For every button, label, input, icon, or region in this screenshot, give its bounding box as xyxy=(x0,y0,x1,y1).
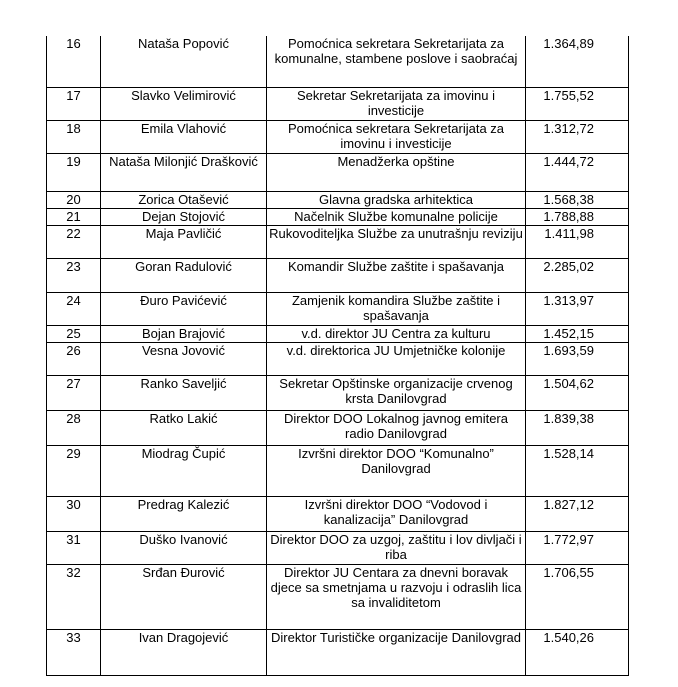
row-number: 21 xyxy=(47,208,101,225)
employee-position: Direktor DOO Lokalnog javnog emitera radio Danilovgrad xyxy=(267,410,526,445)
table-row xyxy=(47,258,629,292)
table-row xyxy=(47,87,629,120)
table-row xyxy=(47,342,629,375)
salary-amount: 1.839,38 xyxy=(526,410,629,445)
employee-name: Predrag Kalezić xyxy=(101,496,267,531)
employee-position: Rukovoditeljka Službe za unutrašnju reviziju xyxy=(267,225,526,258)
table-row xyxy=(47,292,629,325)
employee-name: Vesna Jovović xyxy=(101,342,267,375)
salary-amount: 1.528,14 xyxy=(526,445,629,496)
employee-position: v.d. direktorica JU Umjetničke kolonije xyxy=(267,342,526,375)
table-row xyxy=(47,445,629,496)
employee-name: Nataša Popović xyxy=(101,36,267,87)
employee-position: Zamjenik komandira Službe zaštite i spašavanja xyxy=(267,292,526,325)
salary-amount: 1.444,72 xyxy=(526,153,629,191)
employee-position: Pomoćnica sekretara Sekretarijata za imovinu i investicije xyxy=(267,120,526,153)
salary-amount: 1.313,97 xyxy=(526,292,629,325)
row-number: 23 xyxy=(47,258,101,292)
employee-name: Bojan Brajović xyxy=(101,325,267,342)
employee-name: Dejan Stojović xyxy=(101,208,267,225)
employee-name: Đuro Pavićević xyxy=(101,292,267,325)
salary-amount: 1.693,59 xyxy=(526,342,629,375)
employee-position: Sekretar Sekretarijata za imovinu i investicije xyxy=(267,87,526,120)
table-row xyxy=(47,410,629,445)
employee-name: Miodrag Čupić xyxy=(101,445,267,496)
row-number: 28 xyxy=(47,410,101,445)
row-number: 26 xyxy=(47,342,101,375)
employee-position: Direktor JU Centara za dnevni boravak djece sa smetnjama u razvoju i odraslih lica sa invaliditetom xyxy=(267,564,526,629)
row-number: 25 xyxy=(47,325,101,342)
employee-name: Zorica Otašević xyxy=(101,191,267,208)
salary-amount: 1.504,62 xyxy=(526,375,629,410)
employee-name: Srđan Đurović xyxy=(101,564,267,629)
row-number: 24 xyxy=(47,292,101,325)
table-row xyxy=(47,208,629,225)
employee-name: Ratko Lakić xyxy=(101,410,267,445)
table-row xyxy=(47,375,629,410)
employee-position: Načelnik Službe komunalne policije xyxy=(267,208,526,225)
row-number: 16 xyxy=(47,36,101,87)
salary-amount: 1.706,55 xyxy=(526,564,629,629)
table-body xyxy=(47,36,629,675)
employee-position: Komandir Službe zaštite i spašavanja xyxy=(267,258,526,292)
row-number: 17 xyxy=(47,87,101,120)
salary-amount: 2.285,02 xyxy=(526,258,629,292)
table-row xyxy=(47,120,629,153)
employee-position: Izvršni direktor DOO “Vodovod i kanalizacija” Danilovgrad xyxy=(267,496,526,531)
salary-amount: 1.540,26 xyxy=(526,629,629,675)
row-number: 33 xyxy=(47,629,101,675)
employee-position: Sekretar Opštinske organizacije crvenog krsta Danilovgrad xyxy=(267,375,526,410)
employee-position: v.d. direktor JU Centra za kulturu xyxy=(267,325,526,342)
row-number: 30 xyxy=(47,496,101,531)
employee-position: Glavna gradska arhitektica xyxy=(267,191,526,208)
salary-amount: 1.364,89 xyxy=(526,36,629,87)
salary-amount: 1.827,12 xyxy=(526,496,629,531)
table-row xyxy=(47,629,629,675)
salary-amount: 1.411,98 xyxy=(526,225,629,258)
employee-position: Menadžerka opštine xyxy=(267,153,526,191)
table-row xyxy=(47,153,629,191)
salary-amount: 1.755,52 xyxy=(526,87,629,120)
employee-name: Ranko Saveljić xyxy=(101,375,267,410)
table-row xyxy=(47,564,629,629)
employee-name: Emila Vlahović xyxy=(101,120,267,153)
employee-position: Direktor Turističke organizacije Danilovgrad xyxy=(267,629,526,675)
row-number: 31 xyxy=(47,531,101,564)
table-row xyxy=(47,531,629,564)
row-number: 29 xyxy=(47,445,101,496)
employee-name: Duško Ivanović xyxy=(101,531,267,564)
row-number: 27 xyxy=(47,375,101,410)
employee-name: Slavko Velimirović xyxy=(101,87,267,120)
employee-name: Ivan Dragojević xyxy=(101,629,267,675)
salary-table xyxy=(46,36,629,676)
table-row xyxy=(47,496,629,531)
salary-amount: 1.312,72 xyxy=(526,120,629,153)
salary-amount: 1.452,15 xyxy=(526,325,629,342)
salary-amount: 1.568,38 xyxy=(526,191,629,208)
row-number: 32 xyxy=(47,564,101,629)
employee-position: Izvršni direktor DOO “Komunalno” Danilovgrad xyxy=(267,445,526,496)
row-number: 18 xyxy=(47,120,101,153)
row-number: 19 xyxy=(47,153,101,191)
table-row xyxy=(47,325,629,342)
table-row xyxy=(47,36,629,87)
employee-name: Nataša Milonjić Drašković xyxy=(101,153,267,191)
table-row xyxy=(47,191,629,208)
employee-position: Pomoćnica sekretara Sekretarijata za komunalne, stambene poslove i saobraćaj xyxy=(267,36,526,87)
row-number: 22 xyxy=(47,225,101,258)
table-row xyxy=(47,225,629,258)
row-number: 20 xyxy=(47,191,101,208)
employee-name: Goran Radulović xyxy=(101,258,267,292)
employee-name: Maja Pavličić xyxy=(101,225,267,258)
salary-amount: 1.788,88 xyxy=(526,208,629,225)
employee-position: Direktor DOO za uzgoj, zaštitu i lov divljači i riba xyxy=(267,531,526,564)
salary-amount: 1.772,97 xyxy=(526,531,629,564)
